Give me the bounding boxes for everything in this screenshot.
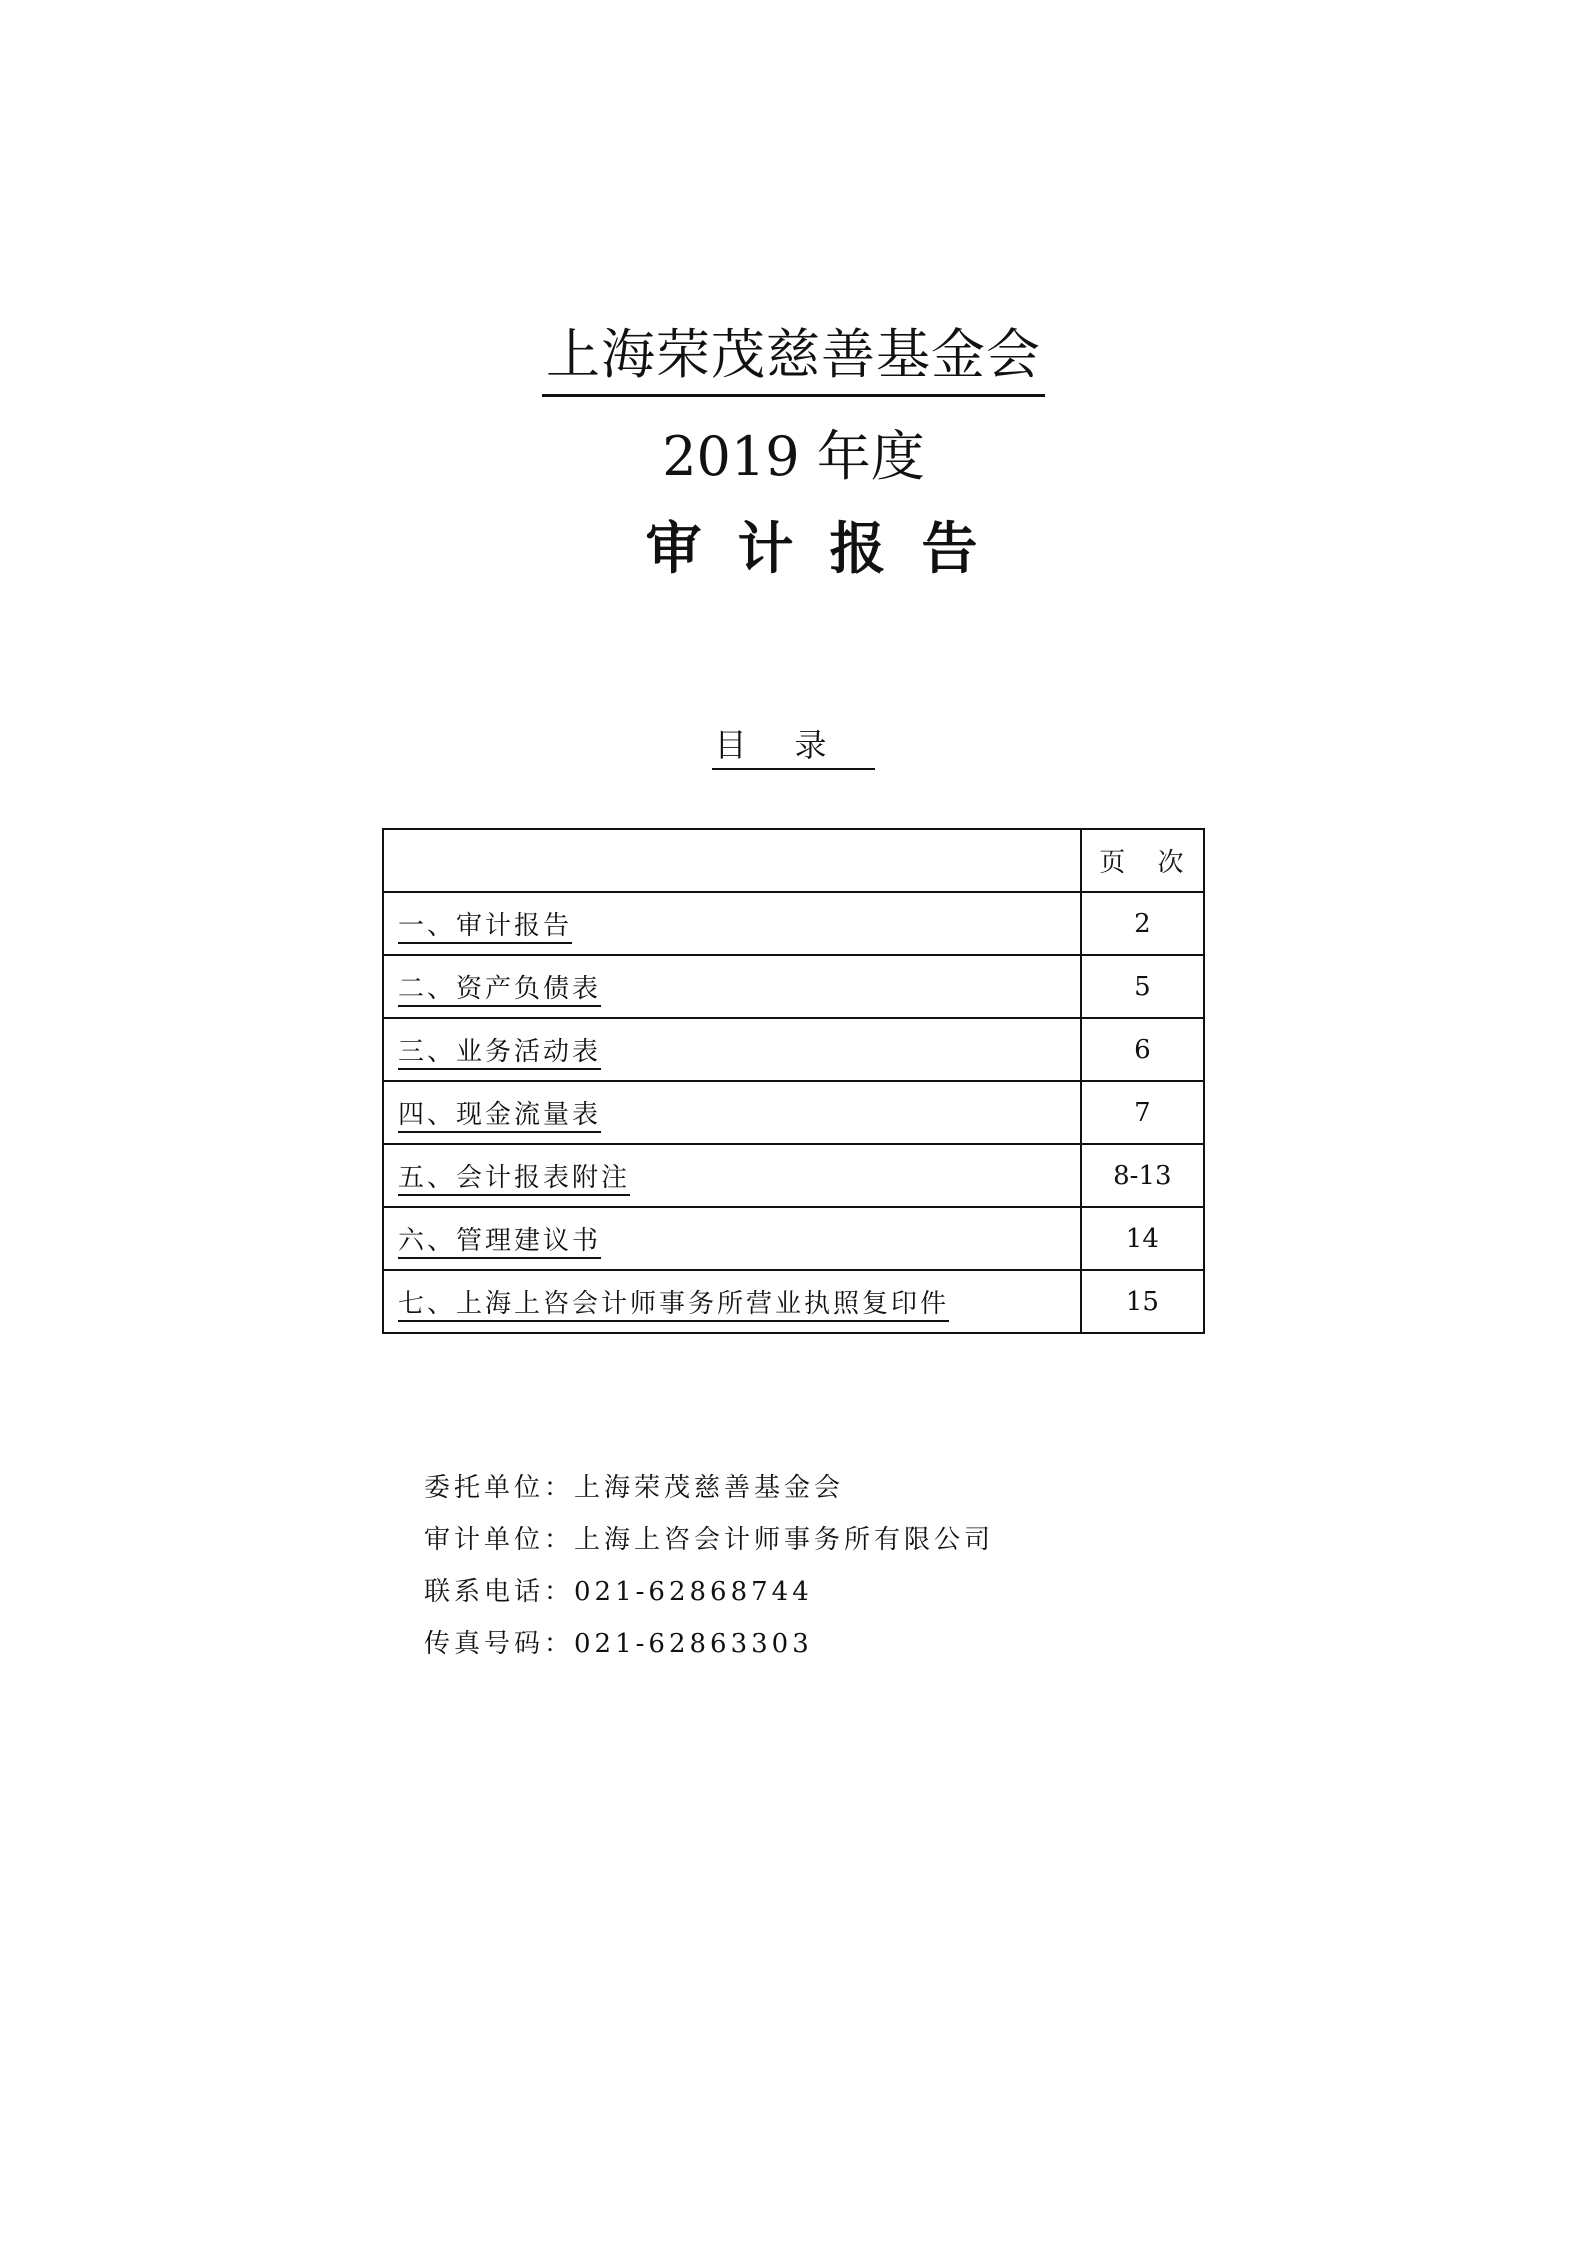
toc-header-pages-cell [1081,829,1204,892]
toc-page-number: 14 [1081,1207,1204,1270]
organization-name: 上海荣茂慈善基金会 [542,318,1045,397]
client-value: 上海荣茂慈善基金会 [574,1473,845,1503]
phone-row [424,1566,994,1618]
auditor-row [424,1514,994,1566]
fax-label: 传真号码： [424,1629,575,1659]
toc-page-number: 7 [1081,1081,1204,1144]
client-label: 委托单位： [424,1473,575,1503]
client-row [424,1462,994,1514]
toc-page-number: 8-13 [1081,1144,1204,1207]
toc-header-blank-cell [383,829,1081,892]
auditor-label: 审计单位： [424,1525,575,1555]
toc-page-number: 6 [1081,1018,1204,1081]
toc-item-cell [383,1081,1081,1144]
table-row [383,1144,1204,1207]
contact-info [424,1462,994,1670]
toc-item-label[interactable]: 三、业务活动表 [398,1037,601,1070]
report-title: 审计报告 [645,517,1014,582]
toc-item-label[interactable]: 五、会计报表附注 [398,1163,630,1196]
table-row [383,1081,1204,1144]
phone-label: 联系电话： [424,1577,575,1607]
toc-page-number: 5 [1081,955,1204,1018]
table-row [383,1207,1204,1270]
toc-item-cell [383,892,1081,955]
auditor-value: 上海上咨会计师事务所有限公司 [574,1525,995,1555]
toc-item-cell [383,1018,1081,1081]
toc-item-label[interactable]: 六、管理建议书 [398,1226,601,1259]
toc-header-row [383,829,1204,892]
pages-column-header: 页 次 [1099,848,1196,878]
phone-value: 021-62868744 [574,1577,813,1607]
table-row [383,1018,1204,1081]
toc-heading [0,722,1587,770]
toc-item-label[interactable]: 一、审计报告 [398,911,572,944]
fax-value: 021-62863303 [574,1629,813,1659]
toc-page-number: 15 [1081,1270,1204,1333]
toc-table [382,828,1205,1334]
toc-item-label[interactable]: 四、现金流量表 [398,1100,601,1133]
toc-page-number: 2 [1081,892,1204,955]
table-row [383,1270,1204,1333]
toc-item-cell [383,1270,1081,1333]
toc-item-label[interactable]: 七、上海上咨会计师事务所营业执照复印件 [398,1289,949,1322]
table-row [383,955,1204,1018]
table-row [383,892,1204,955]
organization-title [0,318,1587,397]
toc-item-cell [383,955,1081,1018]
toc-item-label[interactable]: 二、资产负债表 [398,974,601,1007]
toc-heading-text: 目录 [712,722,874,770]
toc-item-cell [383,1207,1081,1270]
fax-row [424,1618,994,1670]
year-title: 2019 年度 [662,425,925,488]
toc-item-cell [383,1144,1081,1207]
